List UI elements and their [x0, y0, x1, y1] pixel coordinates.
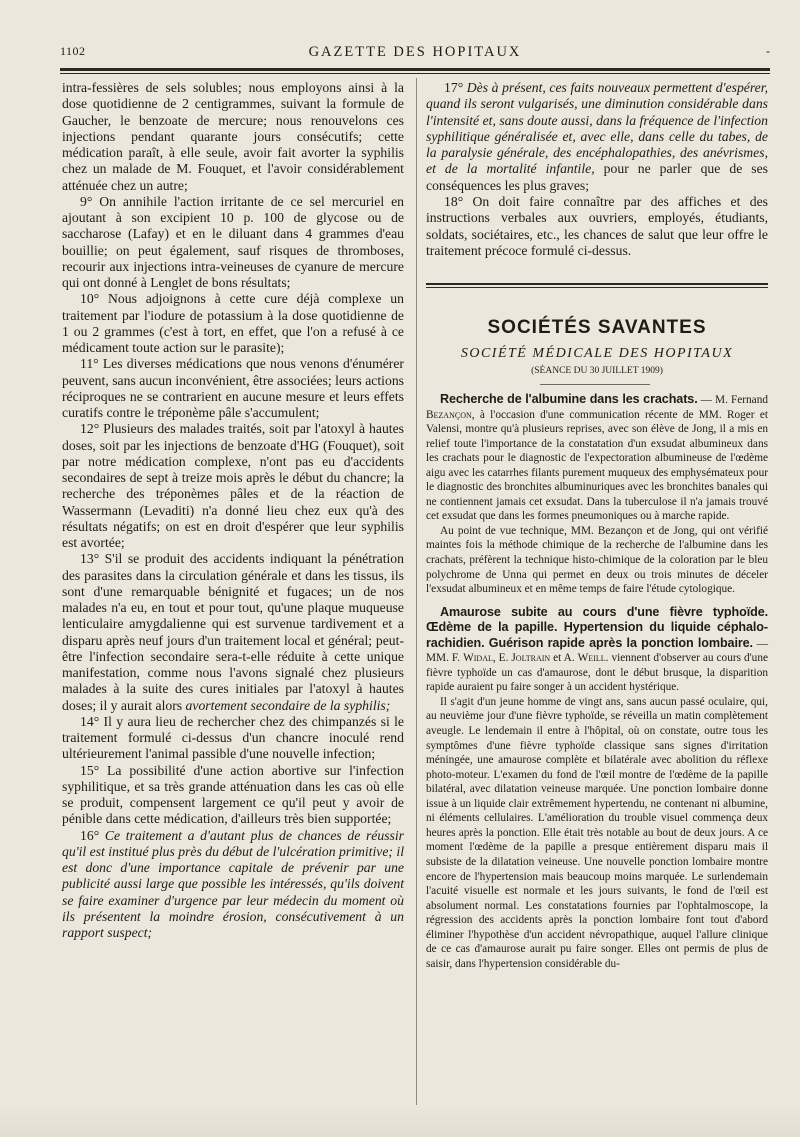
item-number: 17° [444, 80, 464, 95]
header-rule-thick [60, 68, 770, 71]
article-paragraph: Au point de vue technique, MM. Bezançon et de Jong, qui ont vérifié maintes fois la méthode chimique de la recherche de l'albumine dans les crachats, préfèrent la technique histo-chimique de la coloration par le bleu polychrome de Unna qui permet en deux ou trois minutes de déceler l'exsudat albumineux et en même temps de faire l'étude cytologique. [426, 524, 768, 596]
page-header [60, 44, 770, 64]
paragraph [62, 551, 404, 714]
journal-title: GAZETTE DES HOPITAUX [308, 44, 522, 60]
header-rule-thin [60, 73, 770, 74]
section-title: SOCIÉTÉS SAVANTES [487, 317, 707, 338]
column-divider [416, 78, 417, 1108]
session-date: (SÉANCE DU 30 JUILLET 1909) [531, 366, 663, 376]
header-mark: - [766, 44, 770, 58]
paragraph: 10° Nous adjoignons à cette cure déjà complexe un traitement par l'iodure de potassium à la dose quotidienne de 1 ou 2 grammes (c'est à tort, en effet, que l'on a refusé à ce médicament toute action sur le parasite); [62, 291, 404, 355]
author-name: Weill [577, 652, 606, 665]
right-column-top [426, 80, 768, 259]
article-text: , à l'occasion d'une communication récente de MM. Roger et Valensi, montre qu'à plusieurs reprises, avec son élève de Jong, il a mis en relief toute l'importance de la constatation d'un exsudat albumineux dans les crachats pour le diagnostic de l'expectoration albumineuse de l'œdème aigu avec les catarrhes filants purement muqueux des emphysémateux pour le diagnostic des bronchites albuminuriques avec les bronchites banales qui ne contiennent jamais cet exsudat. Dans la tuberculose il n'a jamais trouvé cet exsudat que dans les formes pneumoniques ou à marche rapide. [426, 408, 768, 523]
paragraph: intra-fessières de sels solubles; nous employons ainsi à la dose quotidienne de 2 centigrammes, suivant la formule de Gaucher, le benzoate de mercure; nous renouvelons ces injections pendant quarante jours consécutifs; cette médication paraît, à elle seule, avoir fait avorter la syphilis chez un malade de M. Fouquet, et l'avoir considérablement atténuée chez un autre; [62, 80, 404, 193]
paragraph: 9° On annihile l'action irritante de ce sel mercuriel en ajoutant à son excipient 10 p. 100 de glycose ou de saccharose (Lafay) et en le diluant dans 4 grammes d'eau bouillie; on peut également, sauf risques de thromboses, recourir aux injections intra-veineuses de cyanure de mercure qui ont donné à Lenglet de bons résultats; [62, 193, 404, 290]
right-column-body [426, 392, 768, 971]
author-name: Bezançon [426, 408, 472, 421]
author-name: Widal [463, 652, 493, 665]
page-number: 1102 [60, 44, 86, 58]
paragraph: 18° On doit faire connaître par des affiches et des instructions verbales aux ouvriers, employés, étudiants, soldats, sociétaires, etc., les chances de salut que leur offre le traitement précoce formulé ci-dessus. [426, 194, 768, 258]
article-text: . viennent d'observer au cours d'une fièvre typhoïde un cas d'amaurose, dont le début brusque, la disparition rapide auraient pu faire songer à un accident hystérique. [426, 652, 768, 694]
italic-phrase: avortement secondaire de la syphilis; [185, 697, 391, 713]
italic-text: Dès à présent, ces faits nouveaux permettent d'espérer, quand ils seront vulgarisés, une diminution considérable dans l'intensité et, sans doute aussi, dans la fréquence de l'infection syphilitique généralisée et, avec elle, dans celle du tabes, de la paralysie générale, des encéphalopathies, des anévrismes, et de la mortalité infantile, [426, 80, 768, 177]
paragraph-text: 13° S'il se produit des accidents indiquant la pénétration des parasites dans la circulation générale et dans les tissus, ils sont d'une remarquable bénignité et fugaces; un de nos malades n'a eu, en tout et pour tout, qu'une plaque muqueuse lenticulaire amygdalienne qui est survenue tardivement et a disparu après neuf jours d'un traitement local et général; peut-être l'infection secondaire sera-t-elle réduite à cette unique manifestation, comme nous l'avons signalé chez plusieurs malades à la suite des cures initiales par l'atoxyl à hautes doses; il y aurait alors [62, 551, 404, 713]
article-paragraph: Il s'agit d'un jeune homme de vingt ans, sans aucun passé oculaire, qui, au neuvième jour d'une fièvre typhoïde, se réveilla un matin complètement aveugle. Le lendemain il entre à l'hôpital, où on constate, outre tous les symptômes d'une fièvre typhoïde classique sans signes d'irritation méningée, une amaurose complète et bilatérale avec abolition du réflexe photo-moteur. L'examen du fond de l'œil montre de l'œdème de la papille bilatéral, avec dilatation veineuse marquée. Une ponction lombaire donne issue à un liquide clair extrêmement hypertendu, ne contenant ni albumine, ni éléments cellulaires. L'amélioration du trouble visuel commença deux heures après la ponction. Elle était très notable au bout de deux jours. A ce moment l'œdème de la papille a presque entièrement disparu mais il subsiste de la dilatation veineuse. Une nouvelle ponction lombaire montre encore de l'hypertension mais beaucoup moins marquée. Le surlendemain l'acuité visuelle est normale et les jours suivants, le fond de l'œil est absolument normal. Les constatations fournies par l'ophtalmoscope, la régression des accidents après la ponction lombaire font tout d'abord éliminer l'hypothèse d'un accident névropathique, auquel l'allure clinique de ce cas d'amaurose aurait pu faire songer. Elles ont permis de plus de saisir, dans l'hypertension considérable du- [426, 695, 768, 970]
paragraph: 11° Les diverses médications que nous venons d'énumérer peuvent, sans aucun inconvénient, être associées; leurs actions réciproques ne se contrarient en aucune mesure et leurs effets curatifs contre le tréponème pâle s'accumulent; [62, 356, 404, 420]
short-rule [540, 384, 650, 385]
article-heading: Amaurose subite au cours d'une fièvre typhoïde. Œdème de la papille. Hypertension du liquide céphalo-rachidien. Guérison rapide après la ponction lombaire. [426, 604, 768, 650]
author-name: Joltrain [511, 652, 551, 665]
section-rule [426, 283, 768, 285]
article-heading: Recherche de l'albumine dans les crachats. [440, 392, 698, 406]
item-number: 16° [80, 827, 100, 843]
italic-text: Ce traitement a d'autant plus de chances de réussir qu'il est institué plus près du début de l'ulcération primitive; il est donc d'une importance capitale de prévenir par une publicité aussi large que possible les intéressés, qu'ils doivent se faire examiner d'urgence par leur médecin du moment où ils présentent la moindre érosion, consécutivement à un rapport suspect; [62, 827, 405, 940]
article-paragraph [426, 392, 768, 524]
paragraph-text: pour ne parler que de ses conséquences les plus graves; [426, 161, 768, 193]
spacer [426, 597, 768, 605]
section-rule [426, 287, 768, 288]
society-title: SOCIÉTÉ MÉDICALE DES HOPITAUX [460, 346, 734, 361]
author-sep: et A. [550, 652, 575, 665]
paragraph [62, 828, 404, 942]
page-bottom-margin [0, 1105, 800, 1137]
left-column [62, 80, 404, 941]
author-dash: — MM. F. [426, 637, 768, 665]
author-dash: — M. Fernand [700, 394, 768, 406]
paragraph: 15° La possibilité d'une action abortive sur l'infection syphilitique, et sa très grande atténuation dans les cas où elle se produit, compensent largement ce qu'il peut y avoir de pénible dans cette médication, d'ailleurs très bien supportée; [62, 762, 404, 827]
author-sep: , E. [492, 652, 509, 665]
article-paragraph [426, 605, 768, 695]
paragraph: 12° Plusieurs des malades traités, soit par l'atoxyl à hautes doses, soit par les injections de benzoate d'HG (Fouquet), soit par notre médication complexe, n'ont pas eu d'accidents secondaires de sept à treize mois après le début du chancre; la recherche des tréponèmes pâles et de la réaction de Wassermann (Levaditi) n'a donné lieu chez eux qu'à des résultats négatifs; on est en droit d'espérer que leur syphilis est avortée; [62, 421, 404, 550]
paragraph: 14° Il y aura lieu de rechercher chez des chimpanzés si le traitement formulé ci-dessus d'un chancre inoculé rend ultérieurement l'animal passible d'une nouvelle infection; [62, 713, 404, 762]
paragraph [426, 80, 768, 194]
